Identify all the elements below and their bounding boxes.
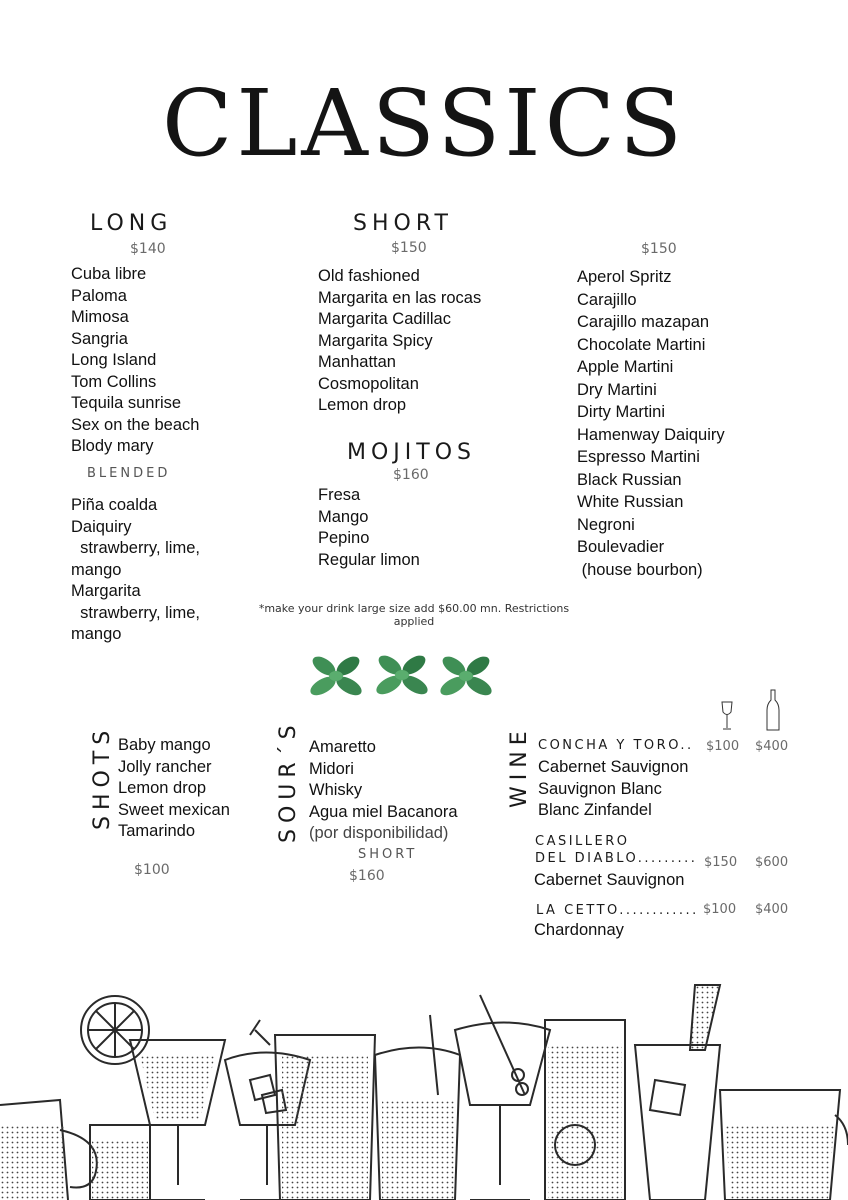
list-item: Margarita [71,582,141,600]
list-item: Agua miel Bacanora [309,802,458,821]
list-item: Mango [318,507,369,526]
list-item: Cabernet Sauvignon [534,871,685,889]
list-item: Cuba libre [71,265,147,283]
short-heading: SHORT [353,211,453,236]
list-item: Negroni [577,515,635,534]
concha-bottle-price: $400 [755,739,789,754]
list-item-detail: strawberry, lime, [71,603,200,622]
list-item: Chocolate Martini [577,335,706,354]
list-item: Dry Martini [577,380,657,399]
casillero-label-line1: CASILLERO [535,834,630,849]
mint-leaves-illustration [300,644,504,710]
list-item: Paloma [71,286,127,305]
sours-price: $160 [349,868,385,884]
shots-price: $100 [134,862,170,878]
casillero-label-line2: DEL DIABLO......... [535,851,698,866]
wine-glass-icon [720,700,734,732]
list-item: Daiquiry [71,517,132,536]
list-item-detail: mango [71,625,122,643]
short-price: $150 [391,240,427,256]
third-column-price: $150 [641,241,677,257]
list-item: Black Russian [577,470,682,489]
wine-heading: WINE [507,725,532,808]
cetto-glass-price: $100 [703,902,737,917]
shots-heading: SHOTS [90,724,115,830]
sours-heading: SOUR´S [276,719,301,843]
list-item: Sweet mexican [118,800,230,819]
mojitos-heading: MOJITOS [347,440,476,465]
list-item: Dirty Martini [577,403,666,421]
list-item: Baby mango [118,736,211,754]
list-item: Carajillo [577,290,637,309]
list-item: Blody mary [71,437,154,455]
list-item: Cabernet Sauvignon [538,758,689,776]
list-item: Manhattan [318,353,396,371]
list-item: Fresa [318,486,361,504]
cetto-list [534,920,624,942]
list-item: Margarita en las rocas [318,288,482,307]
sours-list [309,737,458,845]
list-item: Cosmopolitan [318,374,419,393]
note-line: applied [393,615,435,628]
shots-list [118,735,230,843]
list-item: Tom Collins [71,372,157,391]
list-item-detail: (por disponibilidad) [309,824,449,842]
list-item: Sauvignon Blanc [538,779,662,798]
mint-leaf-icon [307,653,364,699]
list-item: Apple Martini [577,358,674,376]
list-item: White Russian [577,493,684,511]
mojitos-price: $160 [393,467,429,483]
list-item: Margarita Cadillac [318,310,451,328]
list-item: Long Island [71,351,157,369]
list-item: Aperol Spritz [577,268,672,286]
concha-list [538,757,688,822]
list-item: Whisky [309,781,363,799]
casillero-bottle-price: $600 [755,855,789,870]
list-item: Carajillo mazapan [577,313,710,331]
list-item: Old fashioned [318,267,420,285]
list-item: Tamarindo [118,822,196,840]
cetto-bottle-price: $400 [755,902,789,917]
list-item: Amaretto [309,738,376,756]
list-item: Sex on the beach [71,415,200,434]
concha-glass-price: $100 [706,739,740,754]
sours-sub-heading: SHORT [358,847,418,862]
list-item: Chardonnay [534,921,624,939]
long-price: $140 [130,241,166,257]
mint-leaf-icon [437,653,494,699]
blended-heading: BLENDED [87,466,171,481]
list-item: Pepino [318,529,370,547]
list-item: Boulevadier [577,538,665,556]
casillero-list [534,870,684,892]
list-item-detail: mango [71,560,122,579]
short-list [318,266,481,417]
list-item: Margarita Spicy [318,331,433,350]
list-item-detail: (house bourbon) [577,560,703,579]
mojitos-list [318,485,420,571]
list-item: Piña coalda [71,496,158,514]
long-heading: LONG [90,211,173,236]
concha-y-toro-label: CONCHA Y TORO.. [538,738,694,753]
list-item: Espresso Martini [577,448,700,466]
long-list [71,264,199,458]
page-title: CLASSICS [161,70,687,177]
list-item: Hamenway Daiquiry [577,425,725,444]
list-item-detail: strawberry, lime, [71,539,200,557]
mint-leaf-icon [373,652,430,698]
list-item: Lemon drop [318,396,407,414]
list-item: Jolly rancher [118,757,212,776]
list-item: Midori [309,759,354,778]
large-size-note [244,602,584,628]
blended-list [71,495,200,646]
list-item: Blanc Zinfandel [538,801,652,819]
third-column-list [577,266,725,581]
la-cetto-label: LA CETTO............ [536,903,699,918]
list-item: Tequila sunrise [71,394,182,412]
list-item: Mimosa [71,308,129,326]
list-item: Sangria [71,329,128,348]
list-item: Lemon drop [118,779,207,797]
list-item: Regular limon [318,550,420,569]
note-line: *make your drink large size add $60.00 mn. Restrictions [258,602,570,615]
casillero-glass-price: $150 [704,855,738,870]
wine-bottle-icon [765,688,781,732]
cocktail-glasses-illustration [0,975,848,1200]
